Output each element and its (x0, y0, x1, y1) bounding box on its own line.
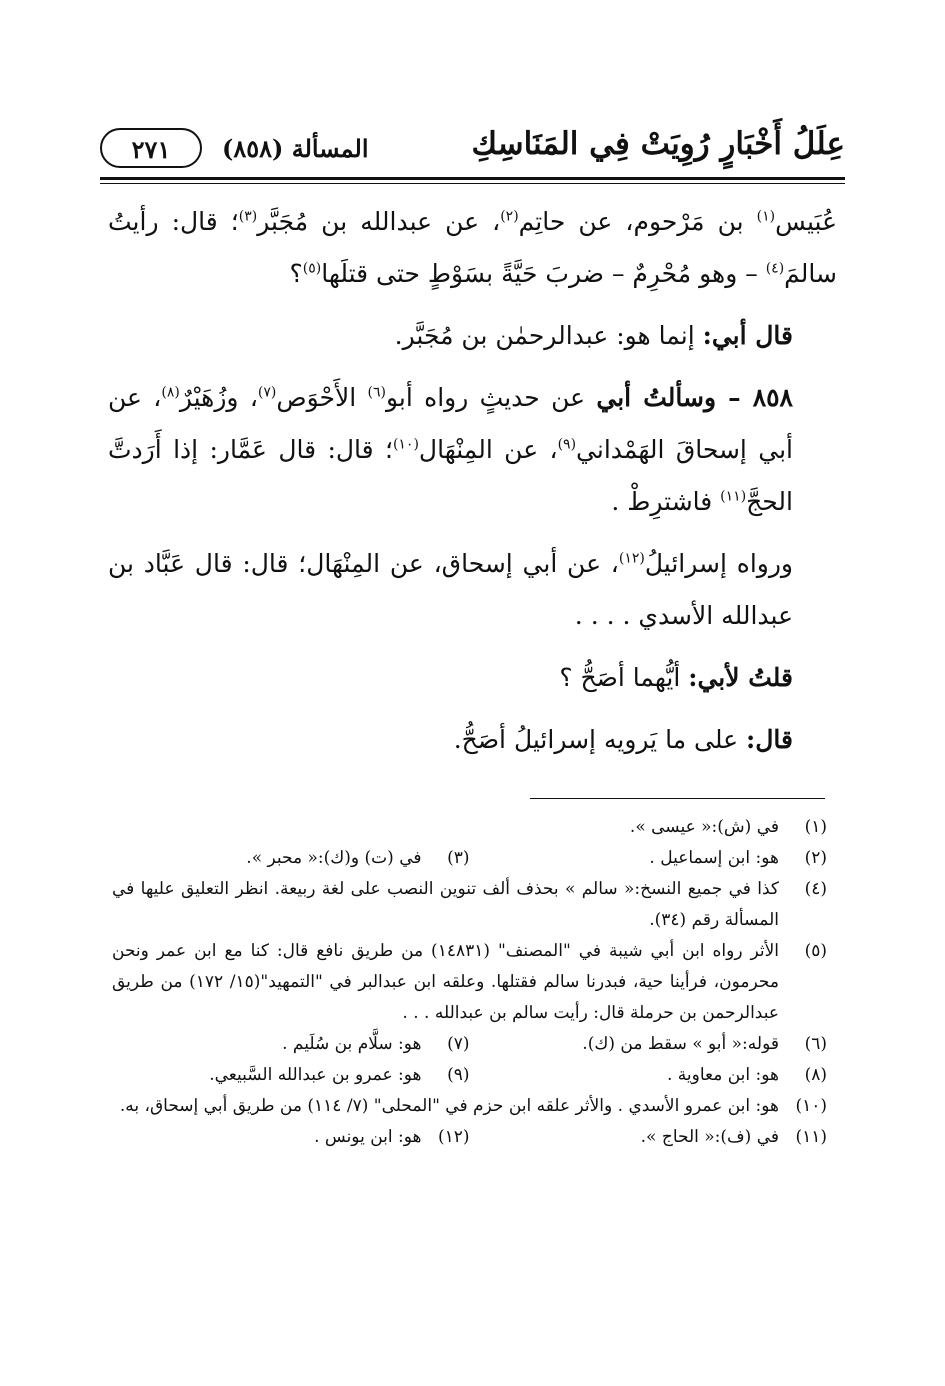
footnote-text: هو: ابن معاوية . (666, 1065, 779, 1085)
footnote-7 (112, 1029, 470, 1060)
footnote-9 (112, 1060, 470, 1091)
text-run: على ما يَرويه إسرائيلُ أصَحُّ. (453, 725, 747, 754)
paragraph-4 (108, 538, 837, 642)
text-run: ، وزُهَيْرٌ (179, 383, 258, 412)
footnote-4 (112, 874, 827, 936)
footnote-number: (١) (804, 817, 827, 837)
footnote-row (112, 1060, 827, 1091)
text-run: إنما هو: عبدالرحمٰن بن مُجَبَّر. (394, 321, 703, 350)
main-text (108, 196, 837, 776)
footnote-number: (٨) (804, 1065, 827, 1085)
footnote-number: (١٢) (437, 1127, 470, 1147)
question-lead: ٨٥٨ – وسألتُ أبي (596, 383, 793, 412)
text-run: عُبَيس (775, 207, 837, 236)
footnote-ref: (١٠) (392, 436, 419, 453)
footnote-row (112, 1122, 827, 1153)
footnote-number: (٦) (804, 1034, 827, 1054)
footnote-1 (112, 812, 827, 843)
text-run: الأَحْوَص (276, 383, 368, 412)
footnote-number: (٩) (447, 1065, 470, 1085)
text-run: ؟ (289, 259, 303, 288)
text-run: بن مَرْحوم، عن حاتِم (518, 207, 757, 236)
book-title: عِلَلُ أَخْبَارٍ رُوِيَتْ فِي المَنَاسِكِ (471, 126, 845, 162)
footnote-row (112, 843, 827, 874)
paragraph-2 (108, 310, 837, 362)
footnote-ref: (٦) (367, 384, 386, 401)
footnote-ref: (١٢) (618, 550, 645, 567)
footnote-number: (١١) (795, 1127, 827, 1147)
speaker-lead: قال: (746, 725, 793, 754)
text-run: ؛ قال: رأيتُ سالمَ (108, 207, 837, 288)
footnote-text: كذا في جميع النسخ:« سالم » بحذف ألف تنوين النصب على لغة ربيعة. انظر التعليق عليها في المسألة رقم (٣٤). (112, 879, 779, 930)
footnote-12 (112, 1122, 470, 1153)
footnote-ref: (٨) (161, 384, 180, 401)
footnote-text: هو: سلَّام بن سُلَيم . (282, 1034, 422, 1054)
paragraph-5 (108, 652, 837, 704)
text-run: ، عن أبي إسحاقَ الهَمْداني (108, 383, 793, 464)
paragraph-3 (108, 372, 837, 528)
footnote-6 (470, 1029, 828, 1060)
speaker-lead: قال أبي: (702, 321, 793, 350)
footnote-text: قوله:« أبو » سقط من (ك). (582, 1034, 779, 1054)
footnote-number: (٢) (804, 848, 827, 868)
footnotes (112, 812, 827, 1153)
paragraph-6 (108, 714, 837, 766)
paragraph-1 (108, 196, 837, 300)
footnote-3 (112, 843, 470, 874)
footnote-row (112, 1029, 827, 1060)
text-run: عن حديثٍ رواه أبو (385, 383, 597, 412)
page-number: ٢٧١ (100, 128, 202, 168)
footnote-number: (٤) (804, 879, 827, 899)
footnote-text: هو: ابن عمرو الأسدي . والأثر علقه ابن حزم في "المحلى" (٧/ ١١٤) من طريق أبي إسحاق، به. (119, 1096, 779, 1116)
footnote-text: في (ش):« عيسى ». (629, 817, 779, 837)
footnote-ref: (٤) (765, 260, 785, 277)
footnote-number: (١٠) (795, 1096, 827, 1116)
footnote-ref: (٣) (238, 208, 258, 225)
footnote-ref: (٧) (257, 384, 277, 401)
issue-label: المسألة (٨٥٨) (222, 134, 369, 163)
footnote-10 (112, 1091, 827, 1122)
text-run: ، عن أبي إسحاق، عن المِنْهَال؛ قال: قال عَبَّاد بن عبدالله الأسدي . . . . (108, 549, 793, 630)
header-rule-thick (100, 177, 845, 180)
footnote-5 (112, 936, 827, 1029)
text-run: أيُّهما أصَحُّ ؟ (559, 663, 689, 692)
footnote-text: في (ت) و(ك):« محبر ». (246, 848, 422, 868)
footnote-text: هو: ابن يونس . (314, 1127, 422, 1147)
footnote-ref: (١) (756, 208, 776, 225)
footnote-separator (530, 798, 825, 799)
footnote-number: (٧) (447, 1034, 470, 1054)
footnote-text: الأثر رواه ابن أبي شيبة في "المصنف" (١٤٨٣١) من طريق نافع قال: كنا مع ابن عمر ونحن محرمون، فرأينا حية، فبدرنا سالم فقتلها. وعلقه ابن عبدالبر في "التمهيد"(١٥/ ١٧٢) من طريق عبدالرحمن بن حرملة قال: رأيت سالم بن عبدالله . . . (112, 941, 780, 1023)
footnote-ref: (١١) (720, 488, 747, 505)
speaker-lead: قلتُ لأبي: (688, 663, 793, 692)
text-run: ورواه إسرائيلُ (644, 549, 793, 578)
text-run: ؛ قال: قال عَمَّار: إذا أَرَدتَّ الحجَّ (108, 435, 793, 516)
footnote-number: (٣) (447, 848, 470, 868)
text-run: ، عن عبدالله بن مُجَبَّر (257, 207, 501, 236)
footnote-ref: (٩) (557, 436, 577, 453)
footnote-text: هو: عمرو بن عبدالله السَّبيعي. (209, 1065, 422, 1085)
footnote-ref: (٥) (302, 260, 322, 277)
text-run: – وهو مُحْرِمٌ – ضربَ حَيَّةً بسَوْطٍ حتى قتلَها (321, 259, 766, 288)
page-header (100, 120, 845, 180)
footnote-8 (470, 1060, 828, 1091)
text-run: ، عن المِنْهَال (418, 435, 558, 464)
text-run: فاشترِطْ . (611, 487, 721, 516)
footnote-number: (٥) (804, 941, 827, 961)
footnote-ref: (٢) (500, 208, 519, 225)
footnote-text: هو: ابن إسماعيل . (649, 848, 779, 868)
header-rule-thin (100, 183, 845, 184)
footnote-11 (470, 1122, 828, 1153)
footnote-2 (470, 843, 828, 874)
footnote-text: في (ف):« الحاج ». (640, 1127, 779, 1147)
